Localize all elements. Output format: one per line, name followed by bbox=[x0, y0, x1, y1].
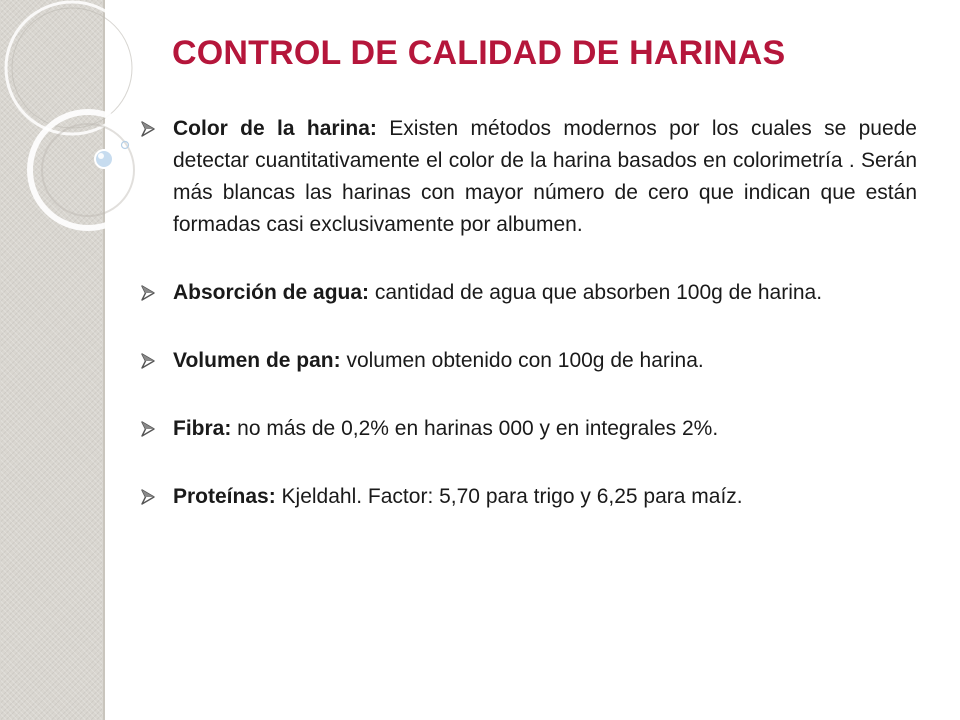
page-title: CONTROL DE CALIDAD DE HARINAS bbox=[172, 34, 786, 72]
bullet-term: Volumen de pan: bbox=[173, 349, 341, 372]
bullet-text: volumen obtenido con 100g de harina. bbox=[340, 349, 704, 372]
bullet-term: Proteínas: bbox=[173, 485, 276, 508]
bullet-text: Kjeldahl. Factor: 5,70 para trigo y 6,25 para maíz. bbox=[275, 485, 743, 508]
arrow-icon bbox=[140, 285, 156, 301]
side-band bbox=[0, 0, 105, 720]
bullet-term: Absorción de agua: bbox=[173, 281, 370, 304]
arrow-icon bbox=[140, 121, 156, 137]
arrow-icon bbox=[140, 489, 156, 505]
bullet-list bbox=[140, 113, 917, 513]
bullet-item-proteinas bbox=[140, 481, 917, 513]
bullet-item-fibra bbox=[140, 413, 917, 445]
bullet-item-color bbox=[140, 113, 917, 241]
arrow-icon bbox=[140, 421, 156, 437]
bullet-item-absorcion bbox=[140, 277, 917, 309]
bullet-item-volumen bbox=[140, 345, 917, 377]
bullet-text: no más de 0,2% en harinas 000 y en integrales 2%. bbox=[231, 417, 719, 440]
bullet-text: Existen métodos modernos por los cuales se puede detectar cuantitativamente el color de la harina basados en colorimetría . Serán más blancas las harinas con mayor número de cero que indican que están formadas casi exclusivamente por albumen. bbox=[173, 117, 917, 236]
bullet-term: Fibra: bbox=[173, 417, 232, 440]
arrow-icon bbox=[140, 353, 156, 369]
bullet-text: cantidad de agua que absorben 100g de harina. bbox=[369, 281, 823, 304]
bullet-term: Color de la harina: bbox=[173, 117, 377, 140]
